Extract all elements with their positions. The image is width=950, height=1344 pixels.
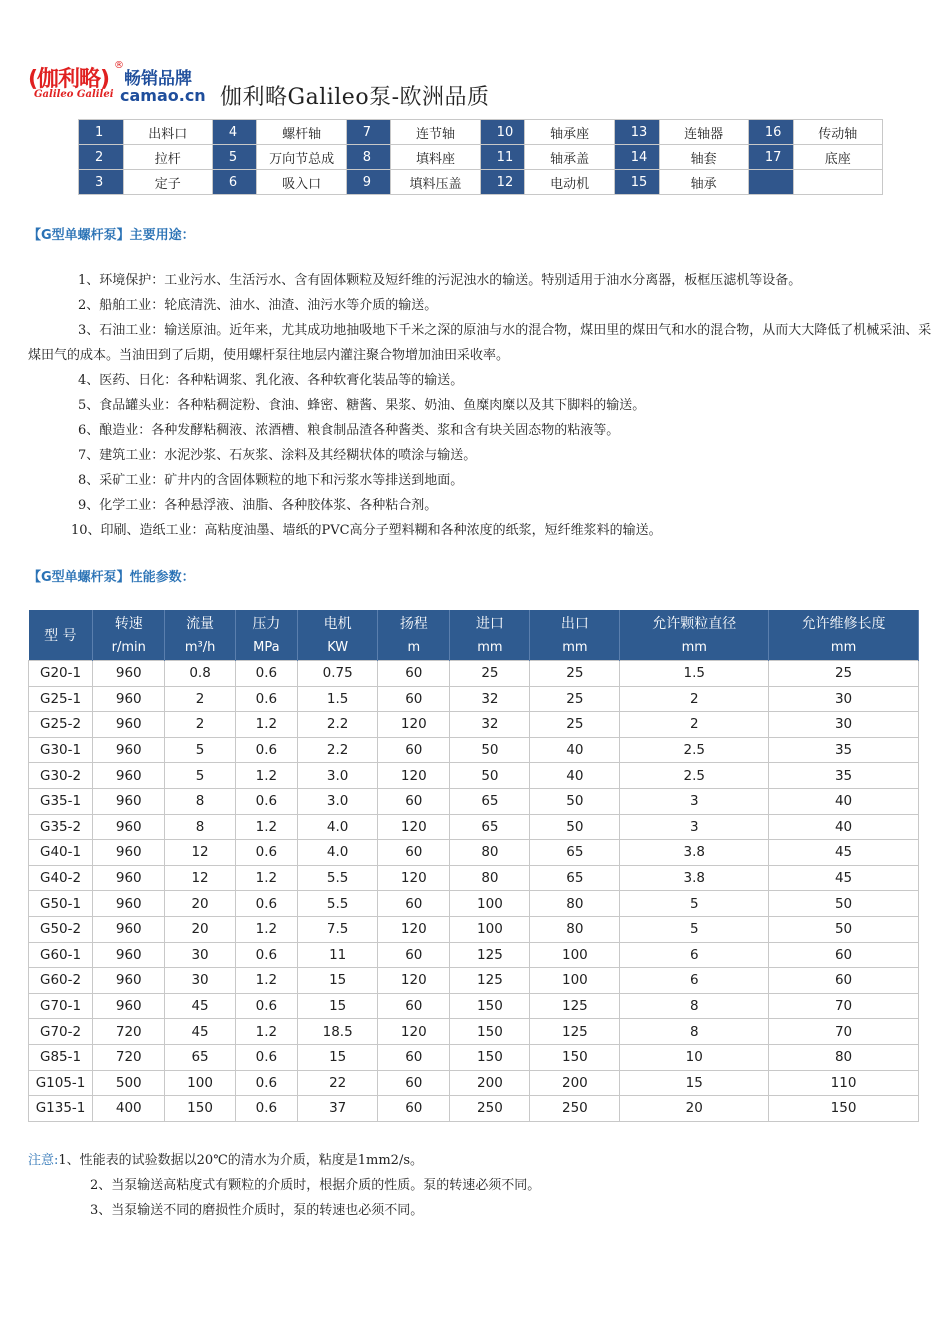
value-cell: 100 bbox=[165, 1070, 235, 1096]
value-cell: 3.0 bbox=[298, 788, 378, 814]
logo-wordmark: (伽利略) bbox=[28, 67, 110, 92]
value-cell: 2.2 bbox=[298, 737, 378, 763]
table-row bbox=[29, 968, 919, 994]
value-cell: 60 bbox=[378, 942, 450, 968]
part-number: 2 bbox=[79, 145, 124, 170]
value-cell: 4.0 bbox=[298, 840, 378, 866]
value-cell: 120 bbox=[378, 1019, 450, 1045]
value-cell: 2 bbox=[165, 686, 235, 712]
column-header: 电机 bbox=[298, 610, 378, 635]
value-cell: 60 bbox=[378, 993, 450, 1019]
value-cell: 65 bbox=[530, 865, 620, 891]
value-cell: 960 bbox=[93, 993, 165, 1019]
logo-script-text: Galileo Galilei bbox=[34, 89, 114, 100]
value-cell: 40 bbox=[769, 814, 919, 840]
model-cell: G35-2 bbox=[29, 814, 93, 840]
part-name: 吸入口 bbox=[257, 170, 346, 195]
part-number: 3 bbox=[79, 170, 124, 195]
value-cell: 60 bbox=[769, 968, 919, 994]
brand-logo bbox=[28, 62, 218, 112]
value-cell: 60 bbox=[378, 661, 450, 687]
part-name: 连节轴 bbox=[391, 120, 480, 145]
value-cell: 60 bbox=[378, 840, 450, 866]
value-cell: 5 bbox=[165, 763, 235, 789]
logo-slogan: 畅销品牌 bbox=[124, 69, 192, 89]
part-name: 连轴器 bbox=[659, 120, 748, 145]
value-cell: 5 bbox=[620, 916, 769, 942]
value-cell: 1.2 bbox=[235, 968, 297, 994]
table-row bbox=[29, 661, 919, 687]
value-cell: 3 bbox=[620, 788, 769, 814]
column-unit: r/min bbox=[93, 635, 165, 661]
part-number: 14 bbox=[614, 145, 659, 170]
performance-table bbox=[28, 610, 919, 1122]
value-cell: 60 bbox=[378, 1044, 450, 1070]
value-cell: 0.6 bbox=[235, 1070, 297, 1096]
part-number: 17 bbox=[748, 145, 793, 170]
use-item: 6、酿造业：各种发酵粘稠液、浓酒槽、粮食制品渣各种酱类、浆和含有块关固态物的粘液等。 bbox=[78, 423, 620, 438]
table-row bbox=[29, 1070, 919, 1096]
value-cell: 25 bbox=[769, 661, 919, 687]
column-header: 转速 bbox=[93, 610, 165, 635]
value-cell: 60 bbox=[378, 891, 450, 917]
table-row bbox=[29, 712, 919, 738]
column-unit: m bbox=[378, 635, 450, 661]
value-cell: 32 bbox=[450, 712, 530, 738]
value-cell: 200 bbox=[530, 1070, 620, 1096]
value-cell: 960 bbox=[93, 942, 165, 968]
column-header: 压力 bbox=[235, 610, 297, 635]
value-cell: 3.8 bbox=[620, 840, 769, 866]
value-cell: 960 bbox=[93, 712, 165, 738]
value-cell: 40 bbox=[530, 763, 620, 789]
value-cell: 15 bbox=[298, 968, 378, 994]
note-item: 3、当泵输送不同的磨损性介质时，泵的转速也必须不同。 bbox=[90, 1203, 424, 1218]
value-cell: 45 bbox=[165, 1019, 235, 1045]
value-cell: 5.5 bbox=[298, 865, 378, 891]
value-cell: 30 bbox=[769, 686, 919, 712]
value-cell: 2 bbox=[620, 712, 769, 738]
registered-mark: ® bbox=[114, 60, 124, 71]
use-item: 2、船舶工业：轮底清洗、油水、油渣、油污水等介质的输送。 bbox=[78, 298, 438, 313]
part-name: 轴承盖 bbox=[525, 145, 614, 170]
value-cell: 50 bbox=[450, 763, 530, 789]
parts-row bbox=[79, 170, 883, 195]
value-cell: 8 bbox=[165, 788, 235, 814]
part-name: 轴承座 bbox=[525, 120, 614, 145]
column-header: 允许维修长度 bbox=[769, 610, 919, 635]
value-cell: 30 bbox=[769, 712, 919, 738]
table-row bbox=[29, 686, 919, 712]
value-cell: 0.75 bbox=[298, 661, 378, 687]
value-cell: 0.6 bbox=[235, 737, 297, 763]
part-number: 12 bbox=[480, 170, 525, 195]
value-cell: 2.5 bbox=[620, 737, 769, 763]
part-name: 填料压盖 bbox=[391, 170, 480, 195]
column-header: 扬程 bbox=[378, 610, 450, 635]
value-cell: 60 bbox=[378, 737, 450, 763]
model-cell: G30-2 bbox=[29, 763, 93, 789]
value-cell: 960 bbox=[93, 840, 165, 866]
model-cell: G20-1 bbox=[29, 661, 93, 687]
value-cell: 60 bbox=[378, 1096, 450, 1122]
parts-table bbox=[78, 119, 883, 195]
table-row bbox=[29, 993, 919, 1019]
table-row bbox=[29, 737, 919, 763]
value-cell: 1.5 bbox=[298, 686, 378, 712]
value-cell: 0.8 bbox=[165, 661, 235, 687]
part-name: 拉杆 bbox=[123, 145, 212, 170]
value-cell: 250 bbox=[450, 1096, 530, 1122]
value-cell: 30 bbox=[165, 968, 235, 994]
model-cell: G70-2 bbox=[29, 1019, 93, 1045]
model-cell: G25-1 bbox=[29, 686, 93, 712]
table-row bbox=[29, 840, 919, 866]
value-cell: 70 bbox=[769, 993, 919, 1019]
value-cell: 25 bbox=[450, 661, 530, 687]
value-cell: 100 bbox=[530, 942, 620, 968]
part-name: 底座 bbox=[793, 145, 882, 170]
value-cell: 960 bbox=[93, 763, 165, 789]
part-number: 11 bbox=[480, 145, 525, 170]
value-cell: 45 bbox=[769, 865, 919, 891]
value-cell: 125 bbox=[450, 968, 530, 994]
model-cell: G30-1 bbox=[29, 737, 93, 763]
note-item: 2、当泵输送高粘度式有颗粒的介质时，根据介质的性质。泵的转速必须不同。 bbox=[90, 1178, 541, 1193]
page-header bbox=[28, 62, 928, 114]
value-cell: 80 bbox=[530, 916, 620, 942]
table-row bbox=[29, 891, 919, 917]
value-cell: 0.6 bbox=[235, 661, 297, 687]
value-cell: 125 bbox=[530, 1019, 620, 1045]
use-item: 10、印刷、造纸工业：高粘度油墨、墙纸的PVC高分子塑料糊和各种浓度的纸浆，短纤维浆料的输送。 bbox=[71, 523, 662, 538]
part-number: 1 bbox=[79, 120, 124, 145]
use-item: 5、食品罐头业：各种粘稠淀粉、食油、蜂密、糖酱、果浆、奶油、鱼糜肉糜以及其下脚料的输送。 bbox=[78, 398, 646, 413]
value-cell: 20 bbox=[165, 891, 235, 917]
value-cell: 25 bbox=[530, 686, 620, 712]
column-unit: MPa bbox=[235, 635, 297, 661]
value-cell: 25 bbox=[530, 661, 620, 687]
value-cell: 1.2 bbox=[235, 814, 297, 840]
part-name: 螺杆轴 bbox=[257, 120, 346, 145]
value-cell: 60 bbox=[378, 1070, 450, 1096]
perf-section-title: 【G型单螺杆泵】性能参数： bbox=[28, 570, 195, 585]
value-cell: 80 bbox=[450, 865, 530, 891]
table-row bbox=[29, 763, 919, 789]
part-name bbox=[793, 170, 882, 195]
value-cell: 960 bbox=[93, 865, 165, 891]
value-cell: 1.2 bbox=[235, 763, 297, 789]
part-number: 15 bbox=[614, 170, 659, 195]
value-cell: 5 bbox=[620, 891, 769, 917]
value-cell: 150 bbox=[450, 1044, 530, 1070]
value-cell: 500 bbox=[93, 1070, 165, 1096]
value-cell: 12 bbox=[165, 840, 235, 866]
part-number: 7 bbox=[346, 120, 391, 145]
value-cell: 80 bbox=[530, 891, 620, 917]
part-name: 万向节总成 bbox=[257, 145, 346, 170]
value-cell: 120 bbox=[378, 968, 450, 994]
value-cell: 50 bbox=[769, 916, 919, 942]
value-cell: 0.6 bbox=[235, 840, 297, 866]
table-row bbox=[29, 814, 919, 840]
value-cell: 40 bbox=[530, 737, 620, 763]
value-cell: 5 bbox=[165, 737, 235, 763]
column-unit: mm bbox=[620, 635, 769, 661]
part-name: 定子 bbox=[123, 170, 212, 195]
value-cell: 3.8 bbox=[620, 865, 769, 891]
use-item: 7、建筑工业：水泥沙浆、石灰浆、涂料及其经糊状体的喷涂与输送。 bbox=[78, 448, 477, 463]
value-cell: 0.6 bbox=[235, 1096, 297, 1122]
value-cell: 40 bbox=[769, 788, 919, 814]
value-cell: 35 bbox=[769, 737, 919, 763]
part-number: 10 bbox=[480, 120, 525, 145]
table-row bbox=[29, 865, 919, 891]
value-cell: 8 bbox=[620, 993, 769, 1019]
value-cell: 18.5 bbox=[298, 1019, 378, 1045]
use-item: 9、化学工业：各种悬浮液、油脂、各种胶体浆、各种粘合剂。 bbox=[78, 498, 438, 513]
model-cell: G50-2 bbox=[29, 916, 93, 942]
value-cell: 100 bbox=[450, 891, 530, 917]
value-cell: 7.5 bbox=[298, 916, 378, 942]
use-item: 3、石油工业：输送原油。近年来，尤其成功地抽吸地下千米之深的原油与水的混合物，煤田里的煤田气和水的混合物，从而大大降低了机械采油、采煤田气的成本。当油田到了后期，使用螺杆泵往地层内灌注聚合物增加油田采收率。 bbox=[28, 323, 932, 363]
value-cell: 50 bbox=[769, 891, 919, 917]
value-cell: 12 bbox=[165, 865, 235, 891]
value-cell: 150 bbox=[165, 1096, 235, 1122]
value-cell: 100 bbox=[530, 968, 620, 994]
part-number: 5 bbox=[212, 145, 257, 170]
value-cell: 200 bbox=[450, 1070, 530, 1096]
value-cell: 960 bbox=[93, 737, 165, 763]
notes-label: 注意: bbox=[28, 1153, 59, 1168]
value-cell: 45 bbox=[769, 840, 919, 866]
column-unit: m³/h bbox=[165, 635, 235, 661]
value-cell: 15 bbox=[298, 993, 378, 1019]
value-cell: 65 bbox=[450, 788, 530, 814]
part-name: 轴承 bbox=[659, 170, 748, 195]
table-row bbox=[29, 1096, 919, 1122]
value-cell: 2.2 bbox=[298, 712, 378, 738]
value-cell: 2.5 bbox=[620, 763, 769, 789]
part-number: 13 bbox=[614, 120, 659, 145]
value-cell: 250 bbox=[530, 1096, 620, 1122]
part-name: 轴套 bbox=[659, 145, 748, 170]
use-item: 8、采矿工业：矿井内的含固体颗粒的地下和污浆水等排送到地面。 bbox=[78, 473, 464, 488]
value-cell: 1.2 bbox=[235, 712, 297, 738]
value-cell: 960 bbox=[93, 686, 165, 712]
value-cell: 720 bbox=[93, 1019, 165, 1045]
value-cell: 125 bbox=[530, 993, 620, 1019]
value-cell: 0.6 bbox=[235, 788, 297, 814]
use-item: 1、环境保护：工业污水、生活污水、含有固体颗粒及短纤维的污泥浊水的输送。特别适用于油水分离器，板框压滤机等设备。 bbox=[78, 273, 802, 288]
part-number: 9 bbox=[346, 170, 391, 195]
value-cell: 1.5 bbox=[620, 661, 769, 687]
value-cell: 65 bbox=[530, 840, 620, 866]
value-cell: 22 bbox=[298, 1070, 378, 1096]
value-cell: 15 bbox=[298, 1044, 378, 1070]
part-number: 6 bbox=[212, 170, 257, 195]
value-cell: 80 bbox=[450, 840, 530, 866]
model-cell: G50-1 bbox=[29, 891, 93, 917]
value-cell: 150 bbox=[530, 1044, 620, 1070]
value-cell: 4.0 bbox=[298, 814, 378, 840]
value-cell: 60 bbox=[378, 686, 450, 712]
logo-domain: camao.cn bbox=[120, 86, 206, 105]
column-header: 允许颗粒直径 bbox=[620, 610, 769, 635]
table-row bbox=[29, 1019, 919, 1045]
uses-list bbox=[28, 268, 936, 543]
model-cell: G40-2 bbox=[29, 865, 93, 891]
value-cell: 1.2 bbox=[235, 1019, 297, 1045]
value-cell: 120 bbox=[378, 865, 450, 891]
value-cell: 8 bbox=[620, 1019, 769, 1045]
model-cell: G40-1 bbox=[29, 840, 93, 866]
value-cell: 3 bbox=[620, 814, 769, 840]
value-cell: 125 bbox=[450, 942, 530, 968]
value-cell: 5.5 bbox=[298, 891, 378, 917]
value-cell: 8 bbox=[165, 814, 235, 840]
value-cell: 6 bbox=[620, 968, 769, 994]
value-cell: 120 bbox=[378, 712, 450, 738]
value-cell: 32 bbox=[450, 686, 530, 712]
column-header: 出口 bbox=[530, 610, 620, 635]
part-name: 传动轴 bbox=[793, 120, 882, 145]
value-cell: 0.6 bbox=[235, 993, 297, 1019]
value-cell: 2 bbox=[165, 712, 235, 738]
page-title: 伽利略Galileo泵-欧洲品质 bbox=[220, 85, 490, 110]
column-header: 进口 bbox=[450, 610, 530, 635]
value-cell: 60 bbox=[378, 788, 450, 814]
uses-section-title: 【G型单螺杆泵】主要用途： bbox=[28, 228, 195, 243]
value-cell: 1.2 bbox=[235, 916, 297, 942]
value-cell: 1.2 bbox=[235, 865, 297, 891]
value-cell: 150 bbox=[769, 1096, 919, 1122]
value-cell: 50 bbox=[530, 788, 620, 814]
value-cell: 11 bbox=[298, 942, 378, 968]
value-cell: 960 bbox=[93, 891, 165, 917]
value-cell: 50 bbox=[450, 737, 530, 763]
value-cell: 100 bbox=[450, 916, 530, 942]
value-cell: 960 bbox=[93, 814, 165, 840]
value-cell: 960 bbox=[93, 661, 165, 687]
column-unit: mm bbox=[530, 635, 620, 661]
column-header: 型 号 bbox=[29, 610, 93, 661]
note-item: 1、性能表的试验数据以20℃的清水为介质，粘度是1mm2/s。 bbox=[58, 1153, 423, 1168]
table-row bbox=[29, 788, 919, 814]
value-cell: 60 bbox=[769, 942, 919, 968]
model-cell: G25-2 bbox=[29, 712, 93, 738]
use-item: 4、医药、日化：各种粘调浆、乳化液、各种软膏化装品等的输送。 bbox=[78, 373, 464, 388]
model-cell: G60-1 bbox=[29, 942, 93, 968]
parts-row bbox=[79, 120, 883, 145]
value-cell: 25 bbox=[530, 712, 620, 738]
value-cell: 65 bbox=[165, 1044, 235, 1070]
value-cell: 120 bbox=[378, 763, 450, 789]
value-cell: 80 bbox=[769, 1044, 919, 1070]
value-cell: 960 bbox=[93, 916, 165, 942]
value-cell: 10 bbox=[620, 1044, 769, 1070]
value-cell: 30 bbox=[165, 942, 235, 968]
value-cell: 35 bbox=[769, 763, 919, 789]
value-cell: 0.6 bbox=[235, 686, 297, 712]
model-cell: G105-1 bbox=[29, 1070, 93, 1096]
part-number: 16 bbox=[748, 120, 793, 145]
part-name: 电动机 bbox=[525, 170, 614, 195]
column-unit: mm bbox=[769, 635, 919, 661]
table-row bbox=[29, 1044, 919, 1070]
column-unit: mm bbox=[450, 635, 530, 661]
part-name: 出料口 bbox=[123, 120, 212, 145]
column-unit: KW bbox=[298, 635, 378, 661]
value-cell: 110 bbox=[769, 1070, 919, 1096]
table-row bbox=[29, 916, 919, 942]
model-cell: G70-1 bbox=[29, 993, 93, 1019]
value-cell: 6 bbox=[620, 942, 769, 968]
model-cell: G35-1 bbox=[29, 788, 93, 814]
value-cell: 400 bbox=[93, 1096, 165, 1122]
value-cell: 0.6 bbox=[235, 942, 297, 968]
value-cell: 65 bbox=[450, 814, 530, 840]
value-cell: 150 bbox=[450, 1019, 530, 1045]
part-number: 4 bbox=[212, 120, 257, 145]
value-cell: 720 bbox=[93, 1044, 165, 1070]
model-cell: G85-1 bbox=[29, 1044, 93, 1070]
value-cell: 120 bbox=[378, 916, 450, 942]
value-cell: 0.6 bbox=[235, 891, 297, 917]
model-cell: G135-1 bbox=[29, 1096, 93, 1122]
notes bbox=[28, 1148, 928, 1223]
value-cell: 15 bbox=[620, 1070, 769, 1096]
table-row bbox=[29, 942, 919, 968]
model-cell: G60-2 bbox=[29, 968, 93, 994]
part-number bbox=[748, 170, 793, 195]
value-cell: 120 bbox=[378, 814, 450, 840]
value-cell: 2 bbox=[620, 686, 769, 712]
value-cell: 45 bbox=[165, 993, 235, 1019]
value-cell: 150 bbox=[450, 993, 530, 1019]
part-number: 8 bbox=[346, 145, 391, 170]
value-cell: 0.6 bbox=[235, 1044, 297, 1070]
part-name: 填料座 bbox=[391, 145, 480, 170]
parts-row bbox=[79, 145, 883, 170]
column-header: 流量 bbox=[165, 610, 235, 635]
value-cell: 960 bbox=[93, 788, 165, 814]
value-cell: 37 bbox=[298, 1096, 378, 1122]
value-cell: 20 bbox=[165, 916, 235, 942]
value-cell: 20 bbox=[620, 1096, 769, 1122]
value-cell: 960 bbox=[93, 968, 165, 994]
value-cell: 70 bbox=[769, 1019, 919, 1045]
value-cell: 3.0 bbox=[298, 763, 378, 789]
value-cell: 50 bbox=[530, 814, 620, 840]
